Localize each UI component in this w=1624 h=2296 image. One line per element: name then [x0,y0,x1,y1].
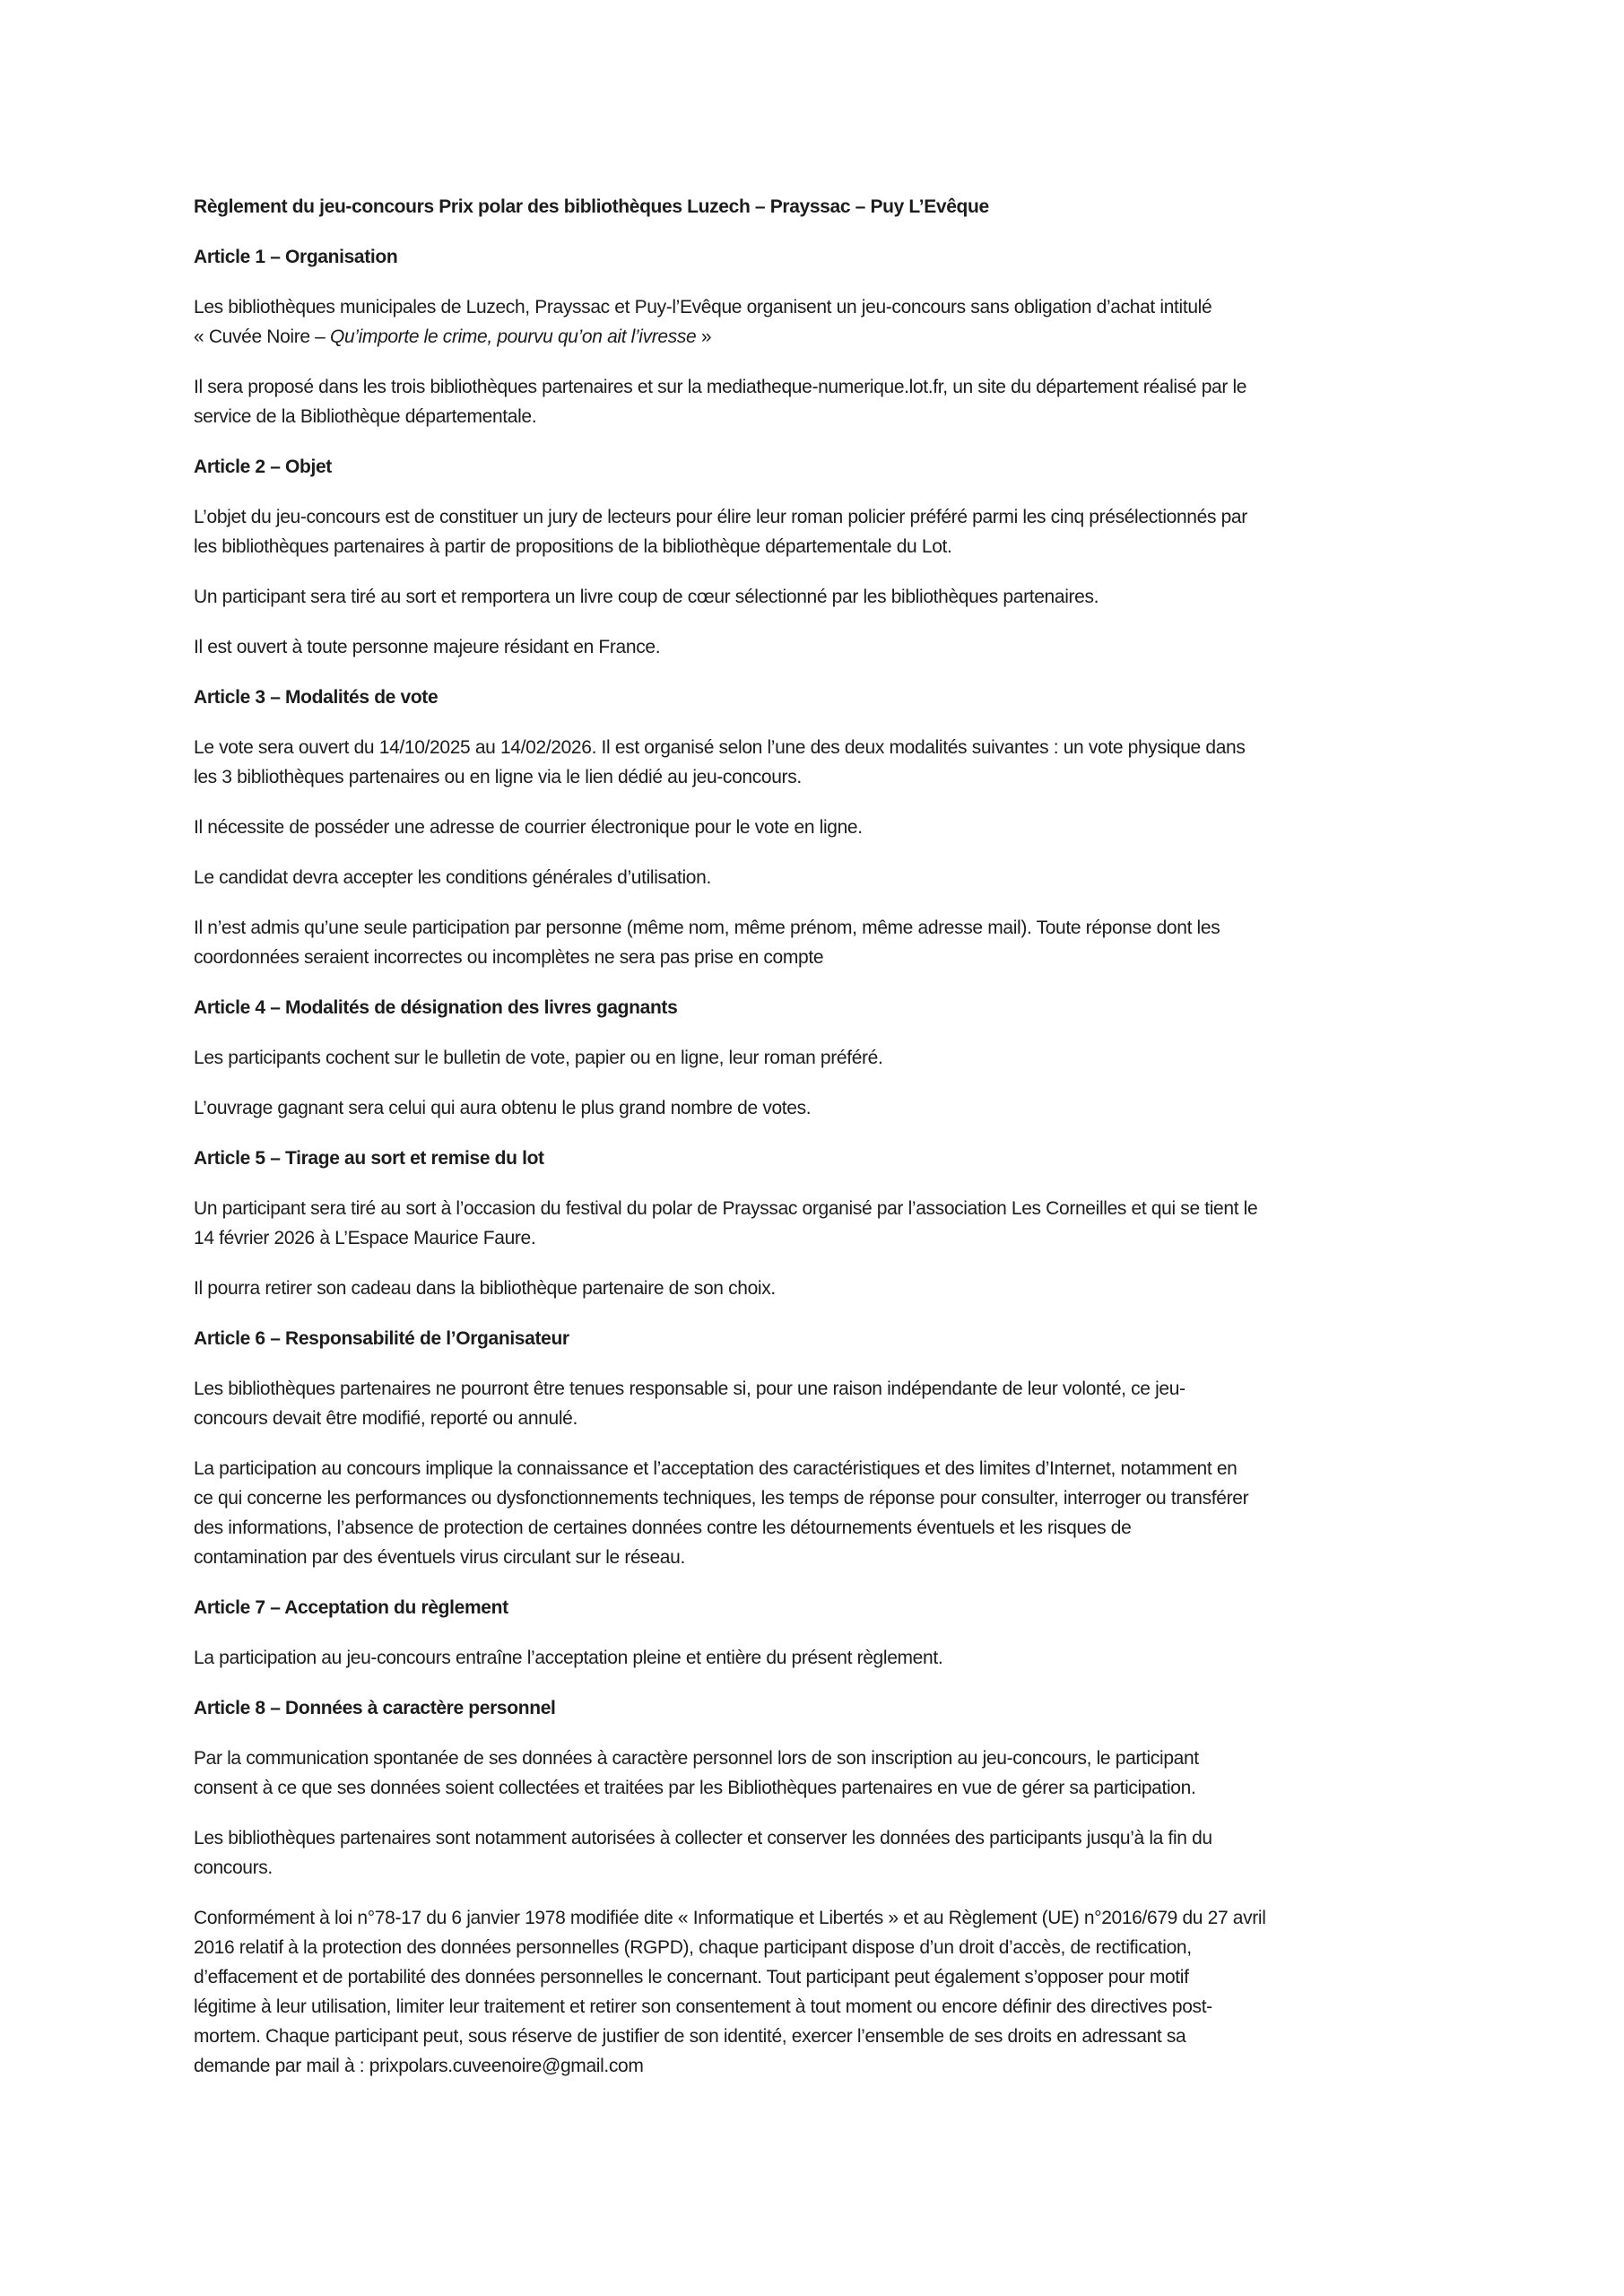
paragraph-line: Il est ouvert à toute personne majeure résidant en France. [194,637,661,657]
paragraph-line: Les participants cochent sur le bulletin de vote, papier ou en ligne, leur roman préféré. [194,1048,883,1068]
paragraph [194,502,1440,561]
article-heading-text: Article 7 – Acceptation du règlement [194,1597,508,1618]
paragraph-line: concours. [194,1857,273,1878]
closing-quote: » [696,326,712,347]
contest-name: « Cuvée Noire – [194,326,330,347]
paragraph-line: contamination par des éventuels virus circulant sur le réseau. [194,1547,685,1568]
paragraph-line: Par la communication spontanée de ses données à caractère personnel lors de son inscription au jeu-concours, le participant [194,1748,1199,1769]
paragraph-line: Le vote sera ouvert du 14/10/2025 au 14/02/2026. Il est organisé selon l’une des deux modalités suivantes : un vote physique dans [194,737,1246,758]
paragraph-line: L’ouvrage gagnant sera celui qui aura obtenu le plus grand nombre de votes. [194,1098,812,1118]
article-heading [194,242,1440,272]
article-heading-text: Article 8 – Données à caractère personnel [194,1698,556,1718]
article-heading-text: Article 6 – Responsabilité de l’Organisateur [194,1328,569,1349]
article-heading [194,1693,1440,1723]
paragraph [194,1093,1440,1123]
paragraph [194,632,1440,662]
paragraph [194,733,1440,792]
paragraph [194,1903,1440,2081]
article-heading-text: Article 5 – Tirage au sort et remise du lot [194,1148,544,1169]
document-body [194,192,1440,2101]
article-heading-text: Article 4 – Modalités de désignation des livres gagnants [194,997,678,1018]
paragraph [194,1374,1440,1433]
paragraph-line: Les bibliothèques partenaires ne pourront être tenues responsable si, pour une raison indépendante de leur volonté, ce jeu- [194,1378,1185,1399]
paragraph [194,1744,1440,1803]
paragraph-line: consent à ce que ses données soient collectées et traitées par les Bibliothèques partenaires en vue de gérer sa participation. [194,1778,1196,1798]
paragraph [194,1274,1440,1303]
contest-subtitle: Qu’importe le crime, pourvu qu’on ait l’ivresse [329,326,697,347]
paragraph [194,913,1440,972]
paragraph-line: mortem. Chaque participant peut, sous réserve de justifier de son identité, exercer l’ensemble de ses droits en adressant sa [194,2026,1186,2047]
paragraph-line: demande par mail à : prixpolars.cuveenoire@gmail.com [194,2056,644,2076]
paragraph [194,1823,1440,1883]
paragraph-line: Il n’est admis qu’une seule participation par personne (même nom, même prénom, même adresse mail). Toute réponse dont les [194,918,1220,938]
paragraph [194,582,1440,612]
article-heading-text: Article 2 – Objet [194,457,332,477]
article-heading-text: Article 1 – Organisation [194,247,398,267]
paragraph-line: La participation au concours implique la connaissance et l’acceptation des caractéristiques et des limites d’Internet, notamment en [194,1458,1238,1479]
paragraph [194,372,1440,431]
document-title [194,192,1440,222]
paragraph-line: 2016 relatif à la protection des données personnelles (RGPD), chaque participant dispose d’un droit d’accès, de rectification, [194,1937,1192,1958]
article-heading [194,1324,1440,1353]
paragraph [194,292,1440,352]
article-heading [194,993,1440,1022]
paragraph-line: coordonnées seraient incorrectes ou incomplètes ne sera pas prise en compte [194,947,824,968]
article-heading [194,1593,1440,1622]
paragraph-line: légitime à leur utilisation, limiter leur traitement et retirer son consentement à tout moment ou encore définir des directives post- [194,1996,1212,2017]
paragraph-line: ce qui concerne les performances ou dysfonctionnements techniques, les temps de réponse pour consulter, interroger ou transférer [194,1488,1249,1509]
paragraph-line: Un participant sera tiré au sort et remportera un livre coup de cœur sélectionné par les bibliothèques partenaires. [194,587,1099,607]
paragraph-line: service de la Bibliothèque départementale. [194,406,537,427]
paragraph-line: Il sera proposé dans les trois bibliothèques partenaires et sur la mediatheque-numerique.lot.fr, un site du département réalisé par le [194,377,1247,397]
paragraph-line: Conformément à loi n°78-17 du 6 janvier 1978 modifiée dite « Informatique et Libertés » et au Règlement (UE) n°2016/679 du 27 avril [194,1908,1266,1928]
paragraph-line: L’objet du jeu-concours est de constituer un jury de lecteurs pour élire leur roman policier préféré parmi les cinq présélectionnés par [194,507,1247,527]
paragraph-line: des informations, l’absence de protection de certaines données contre les détournements éventuels et les risques de [194,1518,1132,1538]
paragraph-line: 14 février 2026 à L’Espace Maurice Faure. [194,1228,536,1248]
paragraph-line: Le candidat devra accepter les conditions générales d’utilisation. [194,867,711,888]
paragraph-line: d’effacement et de portabilité des données personnelles le concernant. Tout participant peut également s’opposer pour motif [194,1967,1189,1987]
paragraph-line: Il nécessite de posséder une adresse de courrier électronique pour le vote en ligne. [194,817,863,838]
paragraph-line: Les bibliothèques partenaires sont notamment autorisées à collecter et conserver les données des participants jusqu’à la fin du [194,1828,1212,1848]
paragraph [194,813,1440,842]
paragraph-line: les 3 bibliothèques partenaires ou en ligne via le lien dédié au jeu-concours. [194,767,802,787]
paragraph [194,863,1440,892]
paragraph-line: Les bibliothèques municipales de Luzech, Prayssac et Puy-l’Evêque organisent un jeu-concours sans obligation d’achat intitulé [194,297,1212,317]
paragraph-line: les bibliothèques partenaires à partir de propositions de la bibliothèque départementale du Lot. [194,536,952,557]
title-text: Règlement du jeu-concours Prix polar des bibliothèques Luzech – Prayssac – Puy L’Evêque [194,196,989,217]
paragraph [194,1043,1440,1073]
article-heading [194,1144,1440,1173]
paragraph [194,1454,1440,1572]
article-heading [194,452,1440,482]
paragraph-line: La participation au jeu-concours entraîne l’acceptation pleine et entière du présent règlement. [194,1648,943,1668]
paragraph-line: Un participant sera tiré au sort à l’occasion du festival du polar de Prayssac organisé par l’association Les Corneilles et qui se tient le [194,1198,1258,1219]
article-heading [194,683,1440,712]
contest-name-line [194,322,1440,352]
paragraph [194,1194,1440,1253]
article-heading-text: Article 3 – Modalités de vote [194,687,439,708]
paragraph [194,1643,1440,1673]
paragraph-line: concours devait être modifié, reporté ou annulé. [194,1408,578,1429]
paragraph-line: Il pourra retirer son cadeau dans la bibliothèque partenaire de son choix. [194,1278,776,1299]
